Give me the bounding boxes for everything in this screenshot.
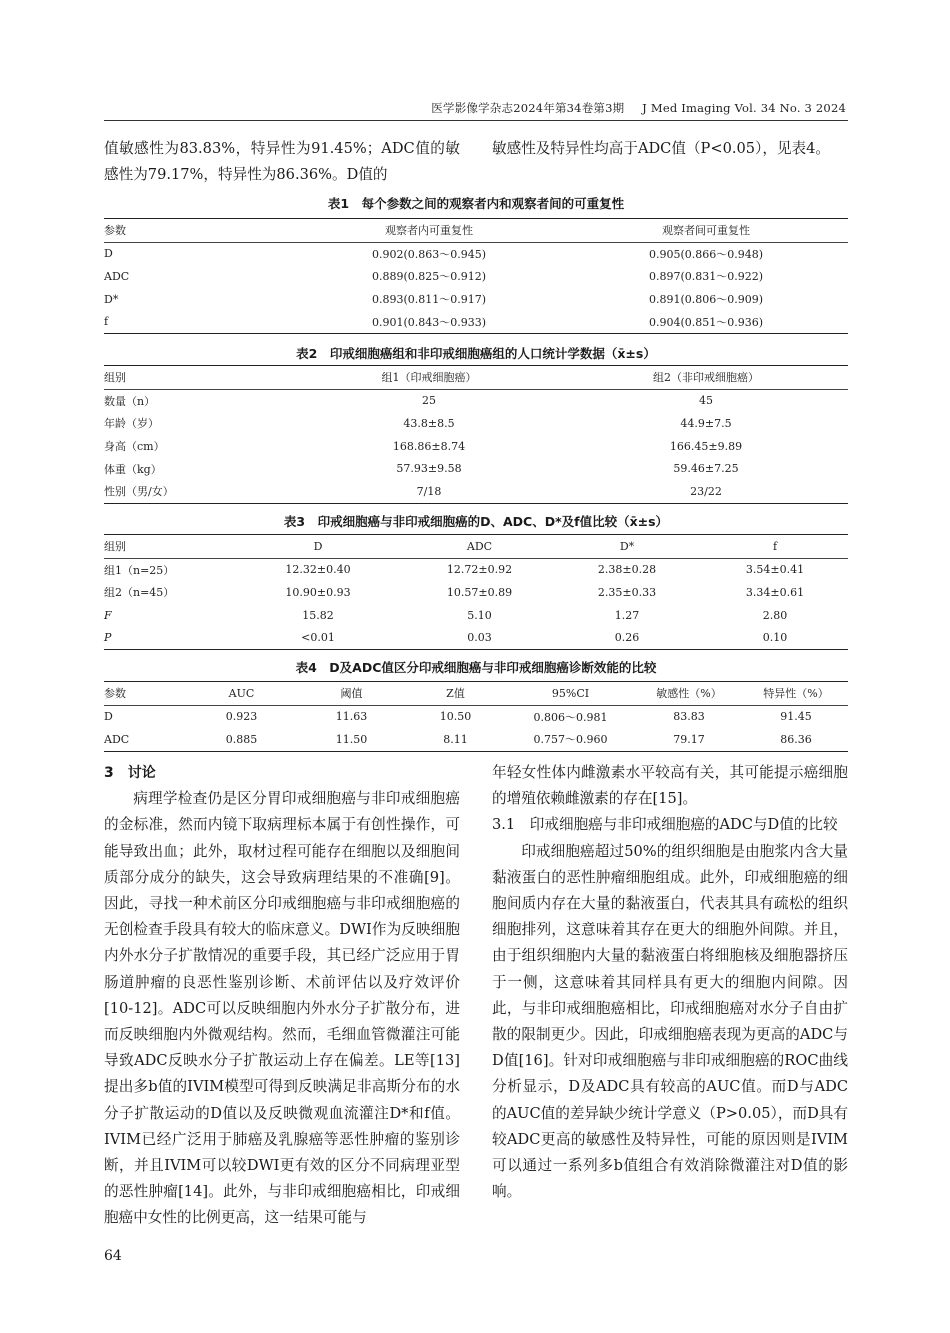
- table4-header-ci: 95%CI: [507, 682, 634, 706]
- table-row: [104, 310, 848, 333]
- table3-header-dstar: D*: [552, 535, 702, 559]
- table-cell: 10.50: [439, 710, 472, 724]
- table-cell: 0.806～0.981: [533, 710, 608, 724]
- table-cell: 11.50: [299, 728, 404, 751]
- table-cell: 23/22: [564, 480, 848, 503]
- table-cell: 12.32±0.40: [285, 563, 351, 577]
- table2-title: 表2 印戒细胞癌组和非印戒细胞癌组的人口统计学数据（x̄±s）: [296, 346, 656, 361]
- table-cell: 身高（cm）: [104, 440, 165, 454]
- table-cell: 0.905(0.866～0.948): [648, 247, 764, 261]
- top-text-right-column: [492, 136, 848, 162]
- table-cell: 25: [422, 394, 436, 408]
- table-cell: ADC: [104, 728, 184, 751]
- running-header: [431, 100, 846, 116]
- table-cell: 79.17: [634, 728, 744, 751]
- table-cell: ADC: [104, 269, 130, 283]
- table4-header-param: 参数: [104, 682, 184, 706]
- table3-header-d: D: [229, 535, 407, 559]
- table-cell: 11.63: [335, 710, 368, 724]
- table-row: [104, 435, 848, 458]
- discussion-right-paragraph-2: 印戒细胞癌超过50%的组织细胞是由胞浆内含大量黏液蛋白的恶性肿瘤细胞组成。此外，印戒细胞癌的细胞间质内存在大量的黏液蛋白，代表其具有疏松的组织细胞排列，这意味着其存在更大的细胞外间隙。并且，由于组织细胞内大量的黏液蛋白将细胞核及细胞器挤压于一侧，这意味着其同样具有更大的细胞内间隙。因此，与非印戒细胞癌相比，印戒细胞癌对水分子自由扩散的限制更少。因此，印戒细胞癌表现为更高的ADC与D值[16]。针对印戒细胞癌与非印戒细胞癌的ROC曲线分析显示，D及ADC具有较高的AUC值。而D与ADC的AUC值的差异缺少统计学意义（P>0.05），而D具有较ADC更高的敏感性及特异性，可能的原因则是IVIM可以通过一系列多b值组合有效消除微灌注对D值的影响。: [492, 842, 848, 1201]
- table-cell: 5.10: [467, 608, 492, 622]
- discussion-left-paragraph: 病理学检查仍是区分胃印戒细胞癌与非印戒细胞癌的金标准，然而内镜下取病理标本属于有创性操作，可能导致出血；此外，取材过程可能存在细胞以及细胞间质部分成分的缺失，这会导致病理结果的不准确[9]。因此，寻找一种术前区分印戒细胞癌与非印戒细胞癌的无创检查手段具有较大的临床意义。DWI作为反映细胞内外水分子扩散情况的重要手段，其已经广泛应用于胃肠道肿瘤的良恶性鉴别诊断、术前评估以及疗效评价[10-12]。ADC可以反映细胞内外水分子扩散分布，进而反映细胞内外微观结构。然而，毛细血管微灌注可能导致ADC反映水分子扩散运动上存在偏差。LE等[13]提出多b值的IVIM模型可得到反映满足非高斯分布的水分子扩散运动的D值以及反映微观血流灌注D*和f值。IVIM已经广泛用于肺癌及乳腺癌等恶性肿瘤的鉴别诊断，并且IVIM可以较DWI更有效的区分不同病理亚型的恶性肿瘤[14]。此外，与非印戒细胞癌相比，印戒细胞癌中女性的比例更高，这一结果可能与: [104, 790, 460, 1227]
- table-row: [104, 288, 848, 311]
- table2-header-group1: 组1（印戒细胞癌）: [294, 366, 564, 390]
- table-cell: 0.923: [225, 710, 258, 724]
- table1: [104, 218, 848, 334]
- section-heading-discussion: 3 讨论: [104, 765, 156, 781]
- table-cell: 体重（kg）: [104, 462, 162, 476]
- table3-header-adc: ADC: [407, 535, 552, 559]
- table-cell: 3.34±0.61: [745, 585, 805, 599]
- table3-header-f: f: [702, 535, 848, 559]
- table3-header-row: [104, 535, 848, 559]
- table4-header-row: [104, 682, 848, 706]
- table-cell: 年龄（岁）: [104, 417, 159, 431]
- table-cell: <0.01: [229, 626, 407, 649]
- table-cell: 0.891(0.806～0.909): [648, 293, 764, 307]
- table-row: [104, 705, 848, 728]
- discussion-right-paragraph-1: 年轻女性体内雌激素水平较高有关，其可能提示癌细胞的增殖依赖雌激素的存在[15]。: [492, 764, 848, 808]
- table-cell: 0.889(0.825～0.912): [371, 270, 487, 284]
- table4-header-z: Z值: [404, 682, 507, 706]
- table-cell: 0.904(0.851～0.936): [564, 310, 848, 333]
- table-cell: 43.8±8.5: [403, 416, 455, 430]
- table-row: [104, 480, 848, 503]
- table-cell: D: [104, 710, 113, 724]
- table-cell: 0.885: [184, 728, 299, 751]
- journal-title-en: J Med Imaging Vol. 34 No. 3 2024: [642, 101, 846, 115]
- table-cell: 10.90±0.93: [285, 585, 351, 599]
- table-cell: F: [104, 608, 112, 622]
- table-row: [104, 558, 848, 581]
- table-cell: 44.9±7.5: [680, 416, 732, 430]
- top-text-right: 敏感性及特异性均高于ADC值（P<0.05），见表4。: [492, 140, 831, 157]
- table-cell: 2.35±0.33: [597, 585, 657, 599]
- table-row: [104, 728, 848, 751]
- table-cell: 0.897(0.831～0.922): [648, 270, 764, 284]
- table-cell: f: [104, 310, 294, 333]
- table-cell: 2.80: [762, 608, 788, 622]
- table-row: [104, 242, 848, 265]
- table-cell: 数量（n）: [104, 394, 156, 408]
- table-row: [104, 389, 848, 412]
- table-cell: 12.72±0.92: [446, 563, 513, 577]
- table-cell: D*: [104, 292, 119, 306]
- table-cell: 1.27: [614, 608, 640, 622]
- table-cell: 0.893(0.811～0.917): [371, 293, 487, 307]
- table-cell: 性别（男/女）: [104, 480, 294, 503]
- table-cell: 7/18: [294, 480, 564, 503]
- table-row: [104, 457, 848, 480]
- table1-title: 表1 每个参数之间的观察者内和观察者间的可重复性: [327, 196, 625, 211]
- table-cell: 3.54±0.41: [745, 563, 805, 577]
- subsection-heading-3-1: 3.1 印戒细胞癌与非印戒细胞癌的ADC与D值的比较: [492, 816, 838, 834]
- table-cell: 15.82: [302, 608, 334, 622]
- table-cell: 166.45±9.89: [669, 439, 743, 453]
- table-cell: 0.26: [552, 626, 702, 649]
- table1-header-inter: 观察者间可重复性: [564, 219, 848, 243]
- table4-header-auc: AUC: [184, 682, 299, 706]
- table4-header-specificity: 特异性（%）: [744, 682, 848, 706]
- table-cell: 组1（n=25）: [104, 563, 175, 577]
- table-cell: 组2（n=45）: [104, 586, 175, 600]
- page-number: 64: [104, 1248, 122, 1264]
- table-row: [104, 604, 848, 627]
- top-text-left-column: [104, 136, 460, 188]
- table-cell: 0.901(0.843～0.933): [294, 310, 564, 333]
- table-cell: 91.45: [780, 710, 812, 724]
- discussion-left-column: [104, 760, 460, 1232]
- table1-header-row: [104, 219, 848, 243]
- table3-header-group: 组别: [104, 535, 229, 559]
- table-row: [104, 412, 848, 435]
- journal-title-cn: 医学影像学杂志2024年第34卷第3期: [431, 101, 625, 115]
- table-cell: 0.757～0.960: [507, 728, 634, 751]
- table-cell: 0.902(0.863～0.945): [371, 247, 487, 261]
- table-cell: 59.46±7.25: [673, 462, 739, 476]
- table4-title: 表4 D及ADC值区分印戒细胞癌与非印戒细胞癌诊断效能的比较: [295, 660, 657, 675]
- table2-header-row: [104, 366, 848, 390]
- table2-header-group2: 组2（非印戒细胞癌）: [564, 366, 848, 390]
- table-cell: 2.38±0.28: [597, 563, 657, 577]
- table-cell: 8.11: [404, 728, 507, 751]
- table4-header-sensitivity: 敏感性（%）: [634, 682, 744, 706]
- top-text-left: 值敏感性为83.83%，特异性为91.45%；ADC值的敏感性为79.17%，特异性为86.36%。D值的: [104, 140, 460, 184]
- table-cell: D: [104, 247, 113, 261]
- table-cell: 83.83: [673, 710, 705, 724]
- discussion-right-column: [492, 760, 848, 1205]
- table-cell: 168.86±8.74: [392, 439, 466, 453]
- table-row: [104, 265, 848, 288]
- table-row: [104, 581, 848, 604]
- table-row: [104, 626, 848, 649]
- table2: [104, 365, 848, 504]
- table-cell: 0.03: [407, 626, 552, 649]
- table-cell: 57.93±9.58: [396, 462, 462, 476]
- table-cell: 45: [699, 394, 713, 408]
- table3-title: 表3 印戒细胞癌与非印戒细胞癌的D、ADC、D*及f值比较（x̄±s）: [283, 514, 669, 529]
- table4: [104, 681, 848, 752]
- table2-header-group: 组别: [104, 366, 294, 390]
- table-cell: 10.57±0.89: [446, 585, 513, 599]
- table1-header-param: 参数: [104, 219, 294, 243]
- table3: [104, 534, 848, 650]
- table4-header-threshold: 阈值: [299, 682, 404, 706]
- table1-header-intra: 观察者内可重复性: [294, 219, 564, 243]
- table-cell: 0.10: [702, 626, 848, 649]
- table-cell: 86.36: [744, 728, 848, 751]
- header-rule: [104, 120, 848, 121]
- table-cell: P: [104, 626, 229, 649]
